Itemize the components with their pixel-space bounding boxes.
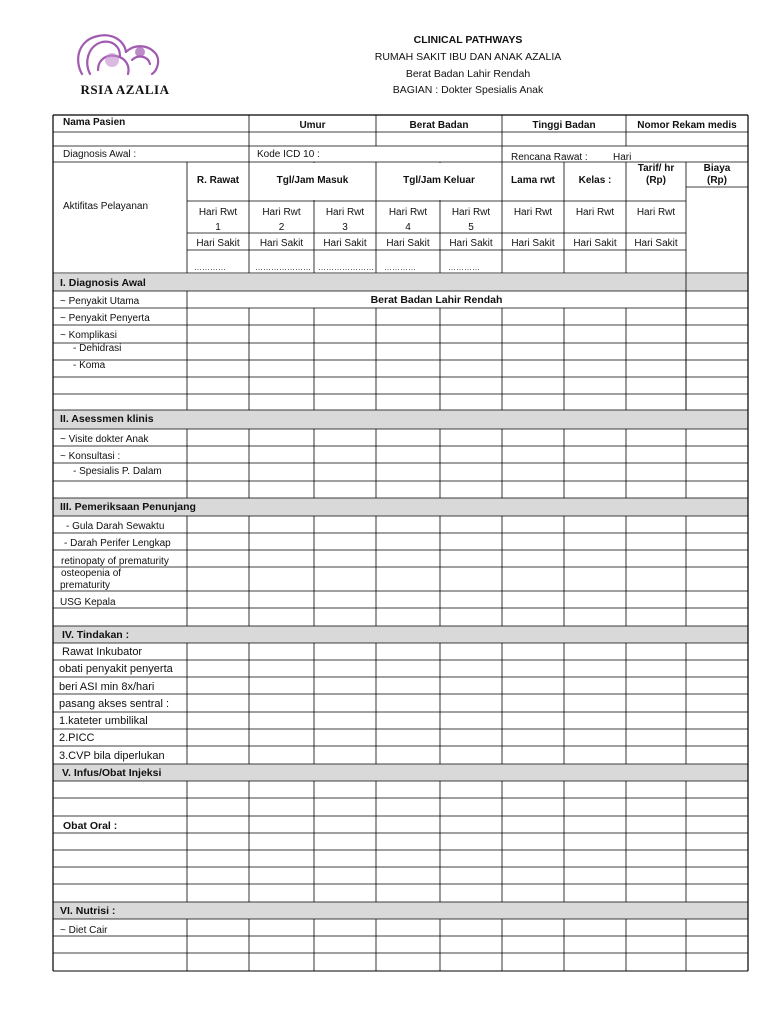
hari-sakit-7: Hari Sakit bbox=[573, 238, 617, 249]
label-diagnosis-awal: Diagnosis Awal : bbox=[63, 149, 137, 160]
hari-rwt-5: Hari Rwt bbox=[451, 207, 491, 218]
row-cvp: 3.CVP bila diperlukan bbox=[59, 750, 165, 762]
hari-sakit-3: Hari Sakit bbox=[323, 238, 367, 249]
col-biaya-line1: Biaya bbox=[703, 163, 731, 174]
label-rencana-rawat: Rencana Rawat : bbox=[511, 152, 588, 163]
row-penyakit-penyerta: ~ Penyakit Penyerta bbox=[60, 313, 150, 324]
row-beri-asi: beri ASI min 8x/hari bbox=[59, 681, 155, 693]
row-obati-penyakit: obati penyakit penyerta bbox=[59, 663, 173, 675]
hari-rwt-num-1: 1 bbox=[215, 222, 221, 233]
label-hari: Hari bbox=[613, 152, 632, 163]
section-asessmen-klinis: II. Asessmen klinis bbox=[60, 413, 154, 425]
row-dehidrasi: - Dehidrasi bbox=[73, 343, 122, 354]
row-koma: - Koma bbox=[73, 360, 106, 371]
row-diet-cair: ~ Diet Cair bbox=[60, 925, 108, 936]
row-spesialis: - Spesialis P. Dalam bbox=[73, 466, 162, 477]
label-nomor-rekam-medis: Nomor Rekam medis bbox=[637, 120, 737, 131]
hari-sakit-4: Hari Sakit bbox=[386, 238, 430, 249]
row-darah-perifer: - Darah Perifer Lengkap bbox=[64, 538, 171, 549]
row-picc: 2.PICC bbox=[59, 732, 95, 744]
label-aktifitas-pelayanan: Aktifitas Pelayanan bbox=[63, 201, 149, 212]
hari-rwt-num-3: 3 bbox=[342, 222, 348, 233]
section-nutrisi: VI. Nutrisi : bbox=[60, 905, 116, 917]
date-placeholder-3: ………………… bbox=[318, 263, 374, 272]
hari-rwt-2: Hari Rwt bbox=[262, 207, 301, 218]
row-rawat-inkubator: Rawat Inkubator bbox=[62, 646, 143, 658]
col-tarif-line1: Tarif/ hr bbox=[637, 163, 675, 174]
hari-rwt-4: Hari Rwt bbox=[388, 207, 428, 218]
col-r-rawat: R. Rawat bbox=[196, 175, 240, 186]
row-penyakit-utama: ~ Penyakit Utama bbox=[60, 296, 140, 307]
section-pemeriksaan-penunjang: III. Pemeriksaan Penunjang bbox=[60, 501, 196, 513]
hari-sakit-1: Hari Sakit bbox=[196, 238, 240, 249]
hari-sakit-5: Hari Sakit bbox=[449, 238, 493, 249]
row-visite: ~ Visite dokter Anak bbox=[60, 434, 149, 445]
col-tarif-line2: (Rp) bbox=[646, 175, 666, 186]
logo-text: RSIA AZALIA bbox=[80, 82, 170, 97]
label-obat-oral: Obat Oral : bbox=[63, 820, 118, 832]
hari-rwt-3: Hari Rwt bbox=[325, 207, 365, 218]
row-osteopenia-2: prematurity bbox=[60, 580, 111, 591]
label-tinggi-badan: Tinggi Badan bbox=[532, 120, 596, 131]
label-nama-pasien: Nama Pasien bbox=[63, 117, 126, 128]
hospital-name: RUMAH SAKIT IBU DAN ANAK AZALIA bbox=[374, 51, 562, 63]
date-placeholder-4: ………… bbox=[384, 263, 416, 272]
row-usg-kepala: USG Kepala bbox=[60, 597, 116, 608]
section-tindakan: IV. Tindakan : bbox=[62, 629, 130, 641]
section-infus-obat-injeksi: V. Infus/Obat Injeksi bbox=[62, 767, 162, 779]
hari-rwt-1: Hari Rwt bbox=[198, 207, 238, 218]
hari-rwt-8: Hari Rwt bbox=[636, 207, 676, 218]
date-placeholder-5: ………… bbox=[448, 263, 480, 272]
hari-rwt-7: Hari Rwt bbox=[575, 207, 615, 218]
row-retinopaty: retinopaty of prematurity bbox=[61, 556, 169, 567]
hari-rwt-6: Hari Rwt bbox=[513, 207, 553, 218]
hari-sakit-8: Hari Sakit bbox=[634, 238, 678, 249]
hari-rwt-num-4: 4 bbox=[405, 222, 411, 233]
date-placeholder-2: ………………… bbox=[255, 263, 311, 272]
hari-sakit-2: Hari Sakit bbox=[259, 238, 304, 249]
row-kateter: 1.kateter umbilikal bbox=[59, 715, 148, 727]
row-konsultasi: ~ Konsultasi : bbox=[60, 451, 121, 462]
label-berat-badan: Berat Badan bbox=[409, 120, 469, 131]
date-placeholder-1: ………… bbox=[194, 263, 226, 272]
hari-sakit-6: Hari Sakit bbox=[511, 238, 555, 249]
section-diagnosis-awal: I. Diagnosis Awal bbox=[60, 277, 146, 289]
col-tgl-jam-keluar: Tgl/Jam Keluar bbox=[403, 175, 475, 186]
diagnosis-title: Berat Badan Lahir Rendah bbox=[405, 68, 531, 80]
row-akses-sentral: pasang akses sentral : bbox=[59, 698, 170, 710]
row-osteopenia-1: osteopenia of bbox=[61, 568, 122, 579]
col-biaya-line2: (Rp) bbox=[707, 175, 727, 186]
col-kelas: Kelas : bbox=[578, 175, 612, 186]
label-kode-icd: Kode ICD 10 : bbox=[257, 149, 320, 160]
department: BAGIAN : Dokter Spesialis Anak bbox=[392, 84, 544, 96]
hari-rwt-num-2: 2 bbox=[278, 222, 285, 233]
hari-rwt-num-5: 5 bbox=[468, 222, 474, 233]
label-umur: Umur bbox=[299, 120, 326, 131]
col-tgl-jam-masuk: Tgl/Jam Masuk bbox=[276, 175, 349, 186]
penyakit-utama-value: Berat Badan Lahir Rendah bbox=[370, 294, 503, 306]
col-lama-rwt: Lama rwt bbox=[511, 175, 555, 186]
row-komplikasi: ~ Komplikasi bbox=[60, 330, 117, 341]
row-gula-darah: - Gula Darah Sewaktu bbox=[66, 521, 165, 532]
document-title: CLINICAL PATHWAYS bbox=[413, 34, 523, 46]
